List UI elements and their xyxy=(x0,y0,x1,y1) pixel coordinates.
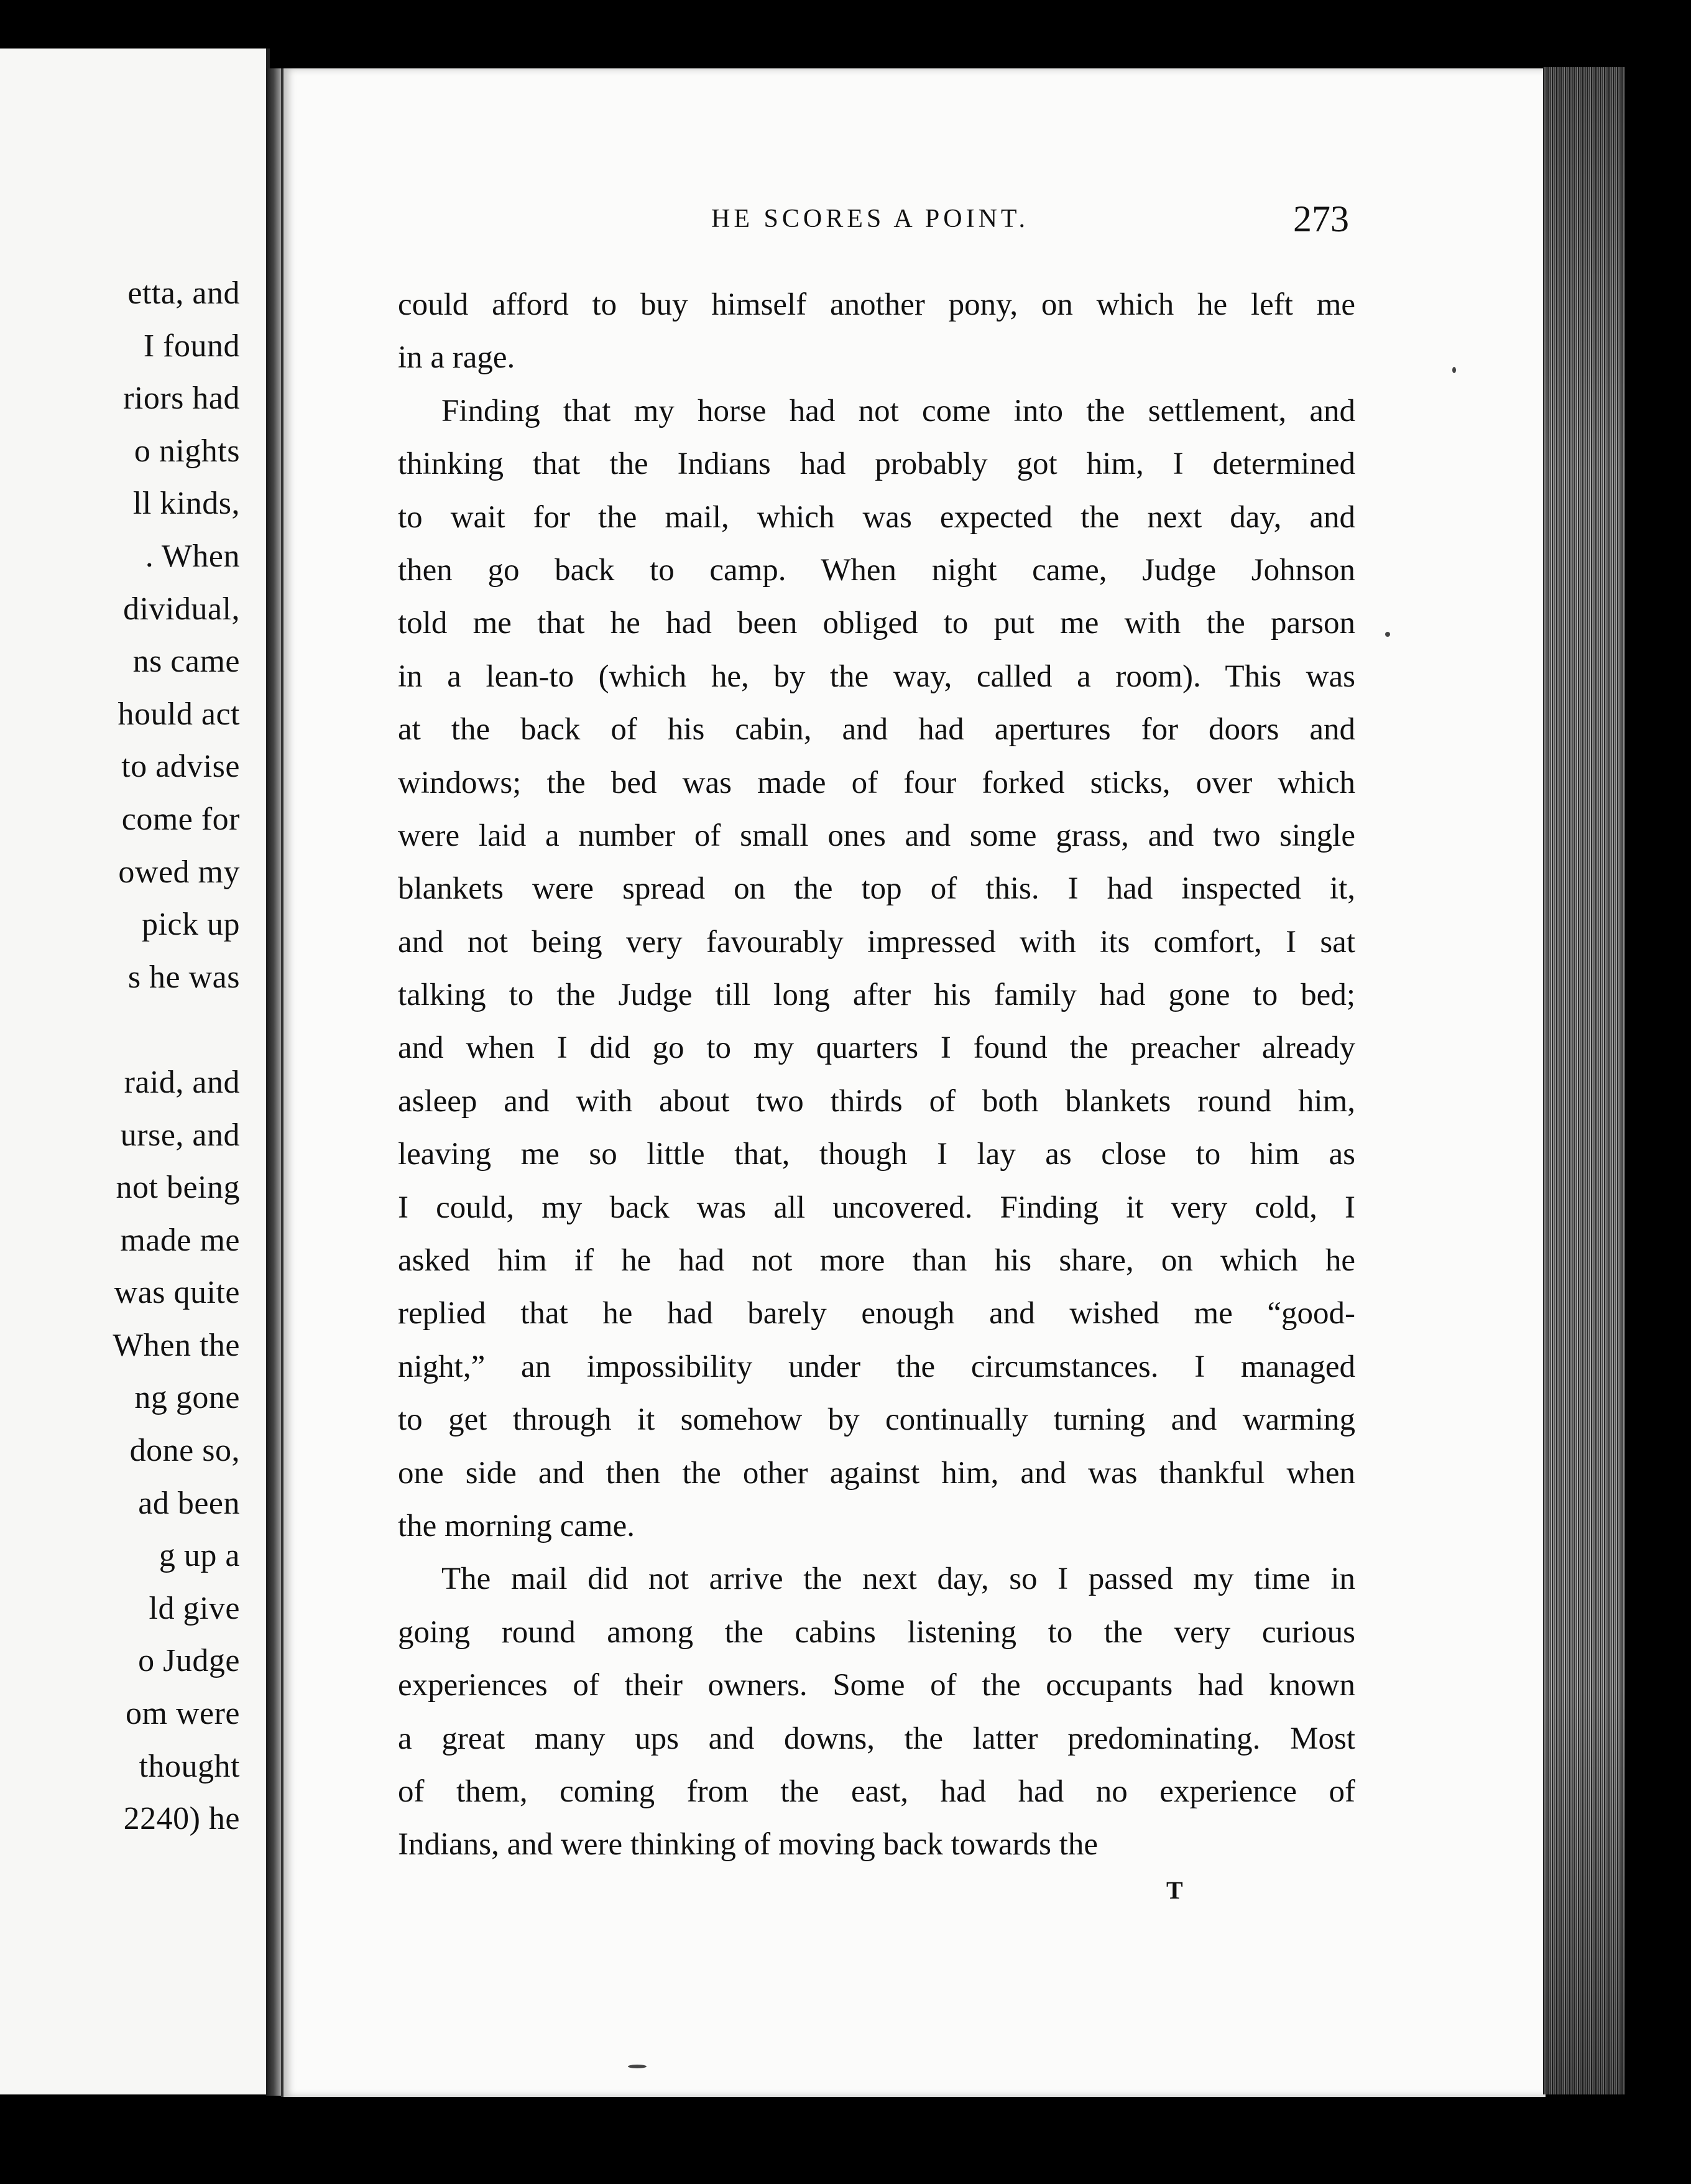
facing-page-line: not being xyxy=(116,1170,240,1206)
facing-page-line: etta, and xyxy=(127,275,240,311)
facing-page-line: om were xyxy=(126,1696,240,1732)
facing-page-line: raid, and xyxy=(124,1064,240,1100)
facing-page-line: . When xyxy=(145,538,240,574)
text-line: then go back to camp. When night came, Judge Johnson xyxy=(398,552,1355,588)
text-line: and when I did go to my quarters I found the preacher already xyxy=(398,1030,1355,1066)
paragraph xyxy=(398,279,1355,385)
text-line: asked him if he had not more than his share, on which he xyxy=(398,1243,1355,1279)
scan-speck xyxy=(1385,632,1390,637)
text-line: talking to the Judge till long after his family had gone to bed; xyxy=(398,978,1355,1013)
text-line: of them, coming from the east, had had no experience of xyxy=(398,1774,1355,1809)
text-line: to wait for the mail, which was expected the next day, and xyxy=(398,499,1355,535)
text-line: told me that he had been obliged to put me with the parson xyxy=(398,606,1355,641)
text-line: replied that he had barely enough and wished me “good- xyxy=(398,1296,1355,1331)
facing-page-line: o Judge xyxy=(138,1643,240,1679)
text-line: one side and then the other against him, and was thankful when xyxy=(398,1455,1355,1491)
running-head: HE SCORES A POINT. xyxy=(711,205,1029,233)
text-line: experiences of their owners. Some of the occupants had known xyxy=(398,1668,1355,1703)
facing-page-line: thought xyxy=(139,1748,240,1784)
text-line: Indians, and were thinking of moving back towards the xyxy=(398,1827,1098,1862)
facing-page-line: ad been xyxy=(138,1485,240,1521)
facing-page-line: I found xyxy=(143,328,240,364)
facing-page-line: come for xyxy=(121,801,240,837)
facing-page-left xyxy=(0,49,270,2094)
text-line: in a rage. xyxy=(398,340,515,376)
facing-page-line: ll kinds, xyxy=(132,486,240,522)
facing-page-line: to advise xyxy=(121,749,240,785)
text-line: Finding that my horse had not come into the settlement, and xyxy=(441,393,1355,428)
text-line: going round among the cabins listening to the very curious xyxy=(398,1614,1355,1650)
facing-page-line: done so, xyxy=(129,1433,240,1469)
facing-page-line: 2240) he xyxy=(123,1801,240,1837)
facing-page-line: riors had xyxy=(123,381,240,417)
text-line: at the back of his cabin, and had apertures for doors and xyxy=(398,712,1355,747)
text-line: in a lean-to (which he, by the way, called a room). This was xyxy=(398,659,1355,694)
text-line: the morning came. xyxy=(398,1508,635,1543)
body-text xyxy=(398,279,1355,1872)
text-line: asleep and with about two thirds of both blankets round him, xyxy=(398,1083,1355,1119)
scan-speck xyxy=(628,2065,647,2068)
facing-page-line: ld give xyxy=(149,1590,240,1626)
page-number: 273 xyxy=(1293,198,1349,239)
facing-page-line: owed my xyxy=(118,854,240,890)
facing-page-line: o nights xyxy=(134,433,240,469)
facing-page-line: dividual, xyxy=(123,591,240,627)
facing-page-line: ns came xyxy=(132,644,240,680)
paragraph xyxy=(398,1553,1355,1871)
signature-mark: T xyxy=(1166,1876,1183,1904)
facing-page-line: s he was xyxy=(127,959,240,995)
text-line: blankets were spread on the top of this. I had inspected it, xyxy=(398,871,1355,907)
facing-page-line xyxy=(113,1004,240,1057)
text-line: The mail did not arrive the next day, so I passed my time in xyxy=(441,1562,1355,1597)
facing-page-line: was quite xyxy=(114,1275,240,1311)
facing-page-text xyxy=(113,267,240,1846)
text-line: windows; the bed was made of four forked sticks, over which xyxy=(398,765,1355,800)
facing-page-line: g up a xyxy=(159,1538,240,1574)
page-stack-shade xyxy=(1543,67,1625,2094)
text-line: leaving me so little that, though I lay as close to him as xyxy=(398,1137,1355,1172)
facing-page-line: ng gone xyxy=(134,1380,240,1416)
text-line: were laid a number of small ones and some grass, and two single xyxy=(398,818,1355,853)
text-line: a great many ups and downs, the latter predominating. Most xyxy=(398,1721,1355,1756)
scan-speck xyxy=(1452,367,1456,373)
text-line: and not being very favourably impressed with its comfort, I sat xyxy=(398,924,1355,960)
facing-page-line: hould act xyxy=(117,696,240,732)
text-line: I could, my back was all uncovered. Finding it very cold, I xyxy=(398,1190,1355,1225)
facing-page-line: made me xyxy=(120,1222,240,1258)
text-line: thinking that the Indians had probably got him, I determined xyxy=(398,447,1355,482)
text-line: to get through it somehow by continually turning and warming xyxy=(398,1402,1355,1438)
paragraph xyxy=(398,385,1355,1553)
text-line: could afford to buy himself another pony, on which he left me xyxy=(398,287,1355,322)
facing-page-line: urse, and xyxy=(120,1117,240,1153)
text-line: night,” an impossibility under the circumstances. I managed xyxy=(398,1349,1355,1384)
facing-page-line: pick up xyxy=(141,907,240,943)
facing-page-line: When the xyxy=(113,1327,240,1363)
